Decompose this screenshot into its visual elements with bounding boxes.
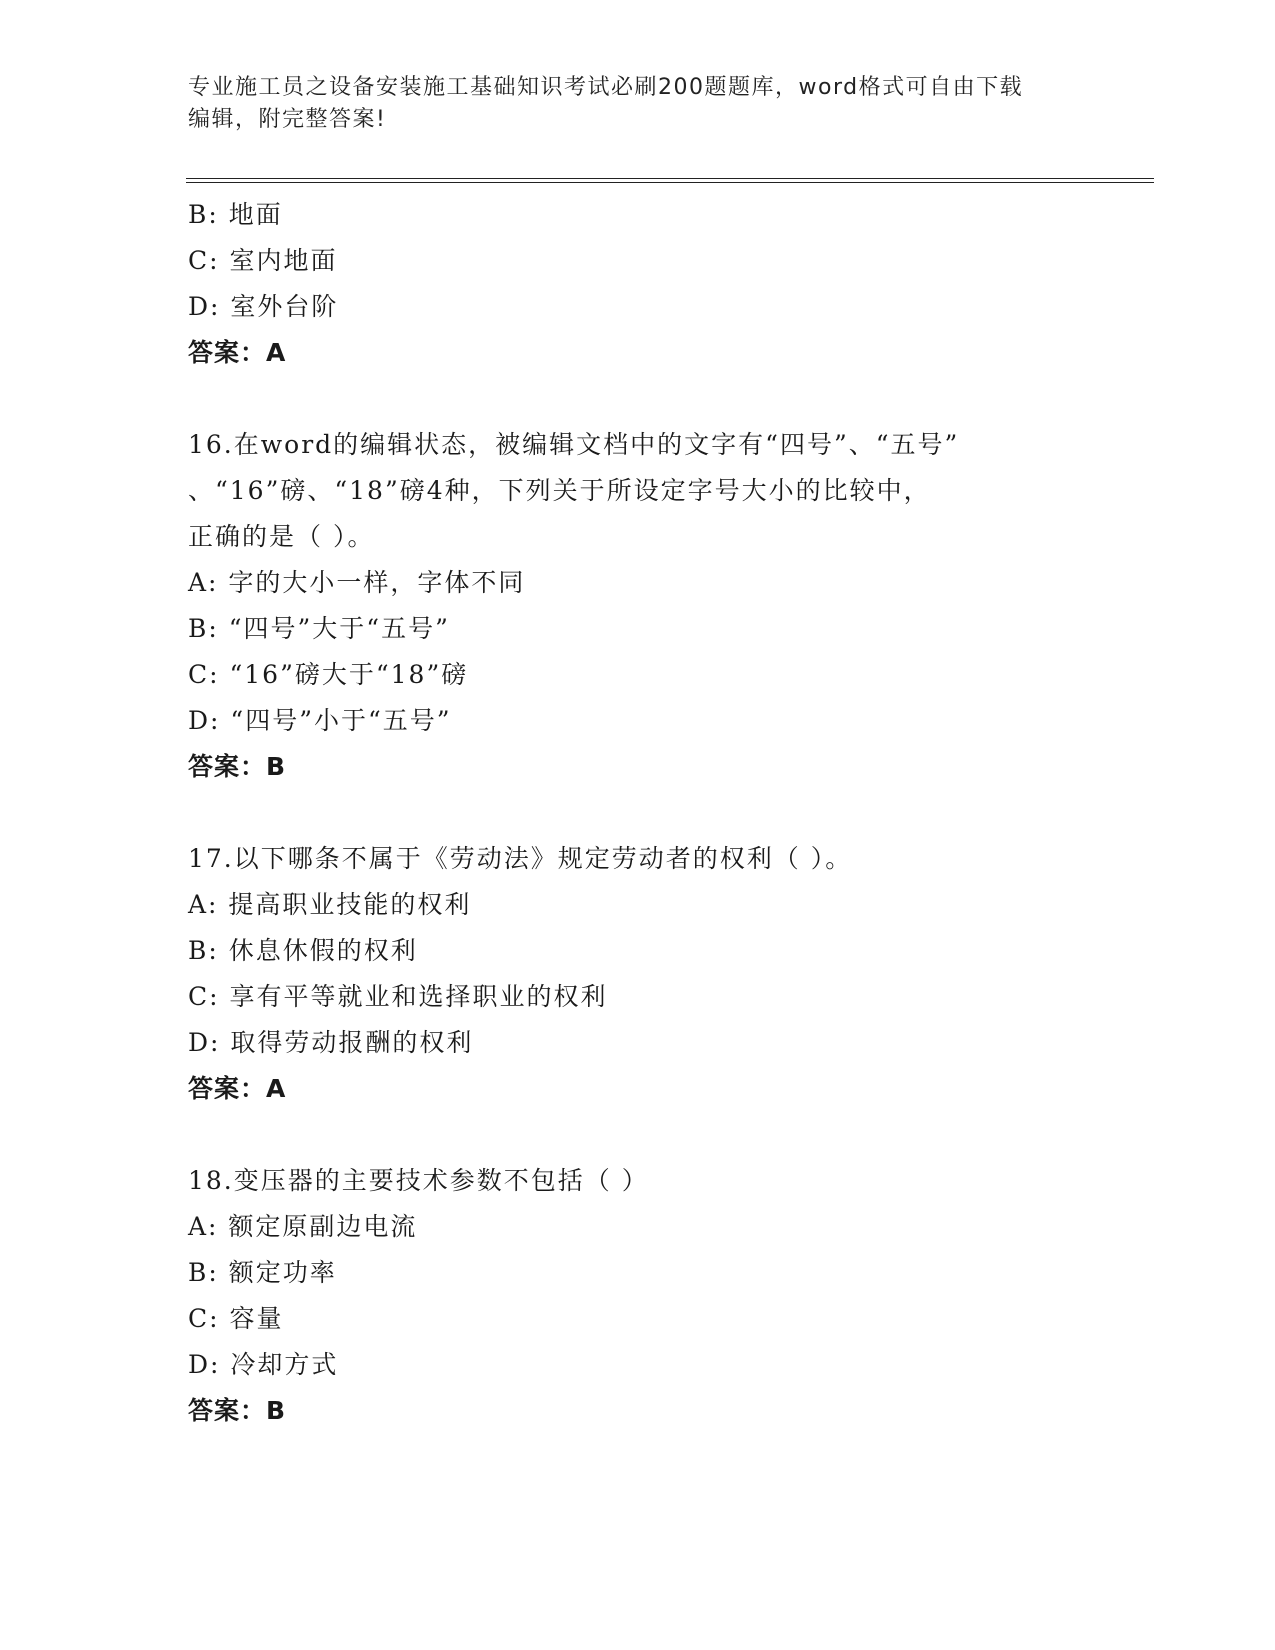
header-title-line-2: 编辑，附完整答案! [188, 107, 387, 132]
option-d: D: 取得劳动报酬的权利 [188, 1028, 474, 1057]
question-text-line: 18.变压器的主要技术参数不包括（ ） [188, 1166, 649, 1195]
option-a: A: 额定原副边电流 [188, 1212, 418, 1241]
header-title-line-1: 专业施工员之设备安装施工基础知识考试必刷200题题库，word格式可自由下载 [188, 75, 1024, 100]
answer-label: 答案：A [188, 338, 287, 367]
question-block-18 [188, 1158, 1148, 1434]
page-header [188, 72, 1088, 136]
option-b: B: “四号”大于“五号” [188, 614, 450, 643]
answer-label: 答案：B [188, 752, 287, 781]
option-a: A: 提高职业技能的权利 [188, 890, 472, 919]
option-d: D: 室外台阶 [188, 292, 339, 321]
option-c: C: “16”磅大于“18”磅 [188, 660, 469, 689]
question-block-16 [188, 422, 1148, 790]
question-text-line: 17.以下哪条不属于《劳动法》规定劳动者的权利（ ）。 [188, 844, 853, 873]
question-text-line: 、“16”磅、“18”磅4种，下列关于所设定字号大小的比较中， [188, 476, 931, 505]
option-a: A: 字的大小一样，字体不同 [188, 568, 526, 597]
header-divider [186, 178, 1154, 183]
answer-label: 答案：A [188, 1074, 287, 1103]
question-list [188, 192, 1148, 1434]
block-spacer [188, 790, 1148, 836]
option-c: C: 室内地面 [188, 246, 338, 275]
option-b: B: 地面 [188, 200, 283, 229]
option-c: C: 容量 [188, 1304, 284, 1333]
block-spacer [188, 376, 1148, 422]
question-text-line: 16.在word的编辑状态，被编辑文档中的文字有“四号”、“五号” [188, 430, 960, 459]
option-d: D: 冷却方式 [188, 1350, 339, 1379]
question-block-17 [188, 836, 1148, 1112]
option-d: D: “四号”小于“五号” [188, 706, 452, 735]
option-b: B: 休息休假的权利 [188, 936, 418, 965]
question-text-line: 正确的是（ ）。 [188, 522, 375, 551]
option-b: B: 额定功率 [188, 1258, 337, 1287]
answer-label: 答案：B [188, 1396, 287, 1425]
option-c: C: 享有平等就业和选择职业的权利 [188, 982, 608, 1011]
question-block-15 [188, 192, 1148, 376]
block-spacer [188, 1112, 1148, 1158]
